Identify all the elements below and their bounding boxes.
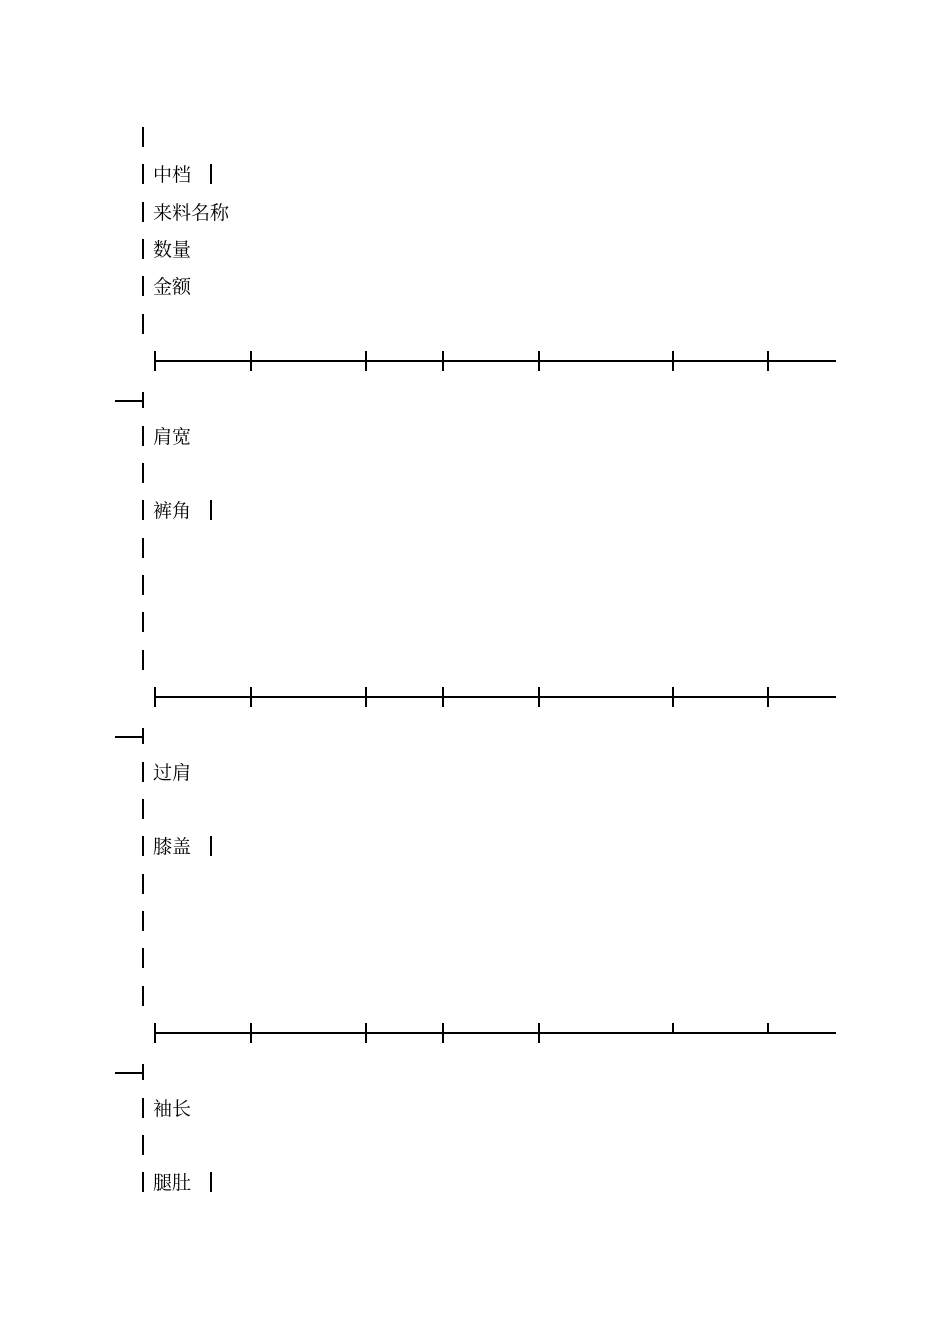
cell-border [142,874,144,894]
cell-border [210,500,212,520]
cell-border [142,1135,144,1155]
form-row-amount [0,274,950,300]
stub-dash [115,1072,142,1074]
form-row-empty [0,610,950,636]
rule-tick [767,351,769,371]
cell-border [142,239,144,259]
form-row-shoulder-width [0,424,950,450]
form-row-calf [0,1170,950,1196]
rule-tick [442,1023,444,1043]
table-rule [154,687,836,707]
rule-tick [250,351,252,371]
row-stub [115,1064,147,1080]
form-row-empty [0,872,950,898]
form-row-empty [0,125,950,151]
rule-tick [767,687,769,707]
cell-border [142,500,144,520]
cell-border [142,426,144,446]
cell-border [142,276,144,296]
cell-border [142,612,144,632]
rule-line [154,1032,836,1034]
rule-tick [154,1023,156,1043]
form-row-empty [0,1133,950,1159]
crotch-label: 中档 [153,164,192,186]
form-row-sleeve-length [0,1096,950,1122]
knee-label: 膝盖 [153,836,192,858]
stub-bar [142,392,144,408]
form-row-over-shoulder [0,760,950,786]
stub-dash [115,736,142,738]
cell-border [142,799,144,819]
rule-tick [767,1023,769,1033]
cell-border [142,1172,144,1192]
cell-border [142,202,144,222]
form-row-knee [0,834,950,860]
rule-line [154,360,836,362]
form-row-material-name [0,200,950,226]
table-rule [154,1023,836,1043]
calf-label: 腿肚 [153,1172,192,1194]
form-row-empty [0,312,950,338]
cell-border [142,575,144,595]
cell-border [142,762,144,782]
rule-tick [250,1023,252,1043]
sleeve-length-label: 袖长 [153,1098,192,1120]
form-row-empty [0,946,950,972]
rule-tick [672,1023,674,1033]
rule-tick [365,1023,367,1043]
cell-border [142,948,144,968]
row-stub [115,392,147,408]
rule-tick [365,687,367,707]
rule-tick [154,687,156,707]
trouser-hem-label: 裤角 [153,500,192,522]
amount-label: 金额 [153,276,192,298]
rule-tick [154,351,156,371]
cell-border [142,986,144,1006]
form-row-empty [0,797,950,823]
rule-tick [250,687,252,707]
stub-bar [142,1064,144,1080]
form-row-empty [0,536,950,562]
cell-border [142,538,144,558]
table-rule [154,351,836,371]
form-row-empty [0,909,950,935]
rule-tick [538,1023,540,1043]
form-row-empty [0,461,950,487]
quantity-label: 数量 [153,239,192,261]
cell-border [142,1098,144,1118]
rule-tick [442,687,444,707]
cell-border [142,650,144,670]
form-row-empty [0,573,950,599]
cell-border [142,127,144,147]
stub-dash [115,400,142,402]
form-row-empty [0,648,950,674]
material-name-label: 来料名称 [153,202,230,224]
cell-border [142,911,144,931]
rule-line [154,696,836,698]
form-row-quantity [0,237,950,263]
cell-border [142,463,144,483]
form-row-crotch [0,162,950,188]
over-shoulder-label: 过肩 [153,762,192,784]
rule-tick [442,351,444,371]
rule-tick [672,351,674,371]
form-row-empty [0,984,950,1010]
stub-bar [142,728,144,744]
cell-border [210,1172,212,1192]
cell-border [142,164,144,184]
shoulder-width-label: 肩宽 [153,426,192,448]
form-row-trouser-hem [0,498,950,524]
rule-tick [365,351,367,371]
cell-border [210,164,212,184]
row-stub [115,728,147,744]
cell-border [142,836,144,856]
cell-border [210,836,212,856]
rule-tick [672,687,674,707]
rule-tick [538,687,540,707]
rule-tick [538,351,540,371]
cell-border [142,314,144,334]
